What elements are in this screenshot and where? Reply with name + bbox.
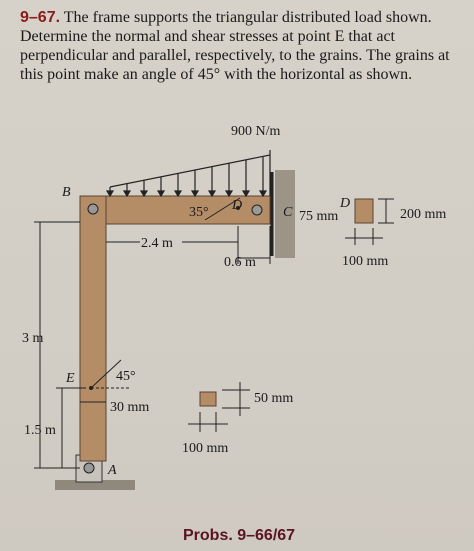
dim-2-4-label: 2.4 m [141,236,173,251]
load-label: 900 N/m [231,124,281,139]
dim-100-right-label: 100 mm [342,254,389,269]
vertical-member [80,196,106,461]
pin-b [88,204,98,214]
angle-top-label: 35° [189,205,209,220]
angle-e-label: 45° [116,369,136,384]
dim-1-5-label: 1.5 m [24,423,56,438]
pin-a [84,463,94,473]
point-d-label: D [232,198,243,213]
point-a-label: A [108,463,117,478]
pin-c [252,205,262,215]
dim-100-bottom-label: 100 mm [182,441,229,456]
dim-3-label: 3 m [22,331,44,346]
section-d [355,199,373,223]
section-e [200,392,216,406]
problem-number: 9–67. [20,9,61,26]
point-c-label: C [283,205,293,220]
dim-30-label: 30 mm [110,400,150,415]
dim-0-6-label: 0.6 m [224,255,256,270]
problem-text: The frame supports the triangular distributed load shown. Determine the normal and shear stresses at point E that act perpendicular and parallel, respectively, to the grains. The grains at this point make an angle of 45° with the horizontal as shown. [20,9,450,83]
dim-200-label: 200 mm [400,207,447,222]
section-d-label: D [340,196,351,211]
point-b-label: B [62,185,71,200]
distributed-load [107,150,270,196]
point-e-label: E [66,371,75,386]
section-e-dims [188,382,250,432]
figure-caption: Probs. 9–66/67 [183,527,296,544]
dim-50-label: 50 mm [254,391,294,406]
dim-75-label: 75 mm [299,209,339,224]
